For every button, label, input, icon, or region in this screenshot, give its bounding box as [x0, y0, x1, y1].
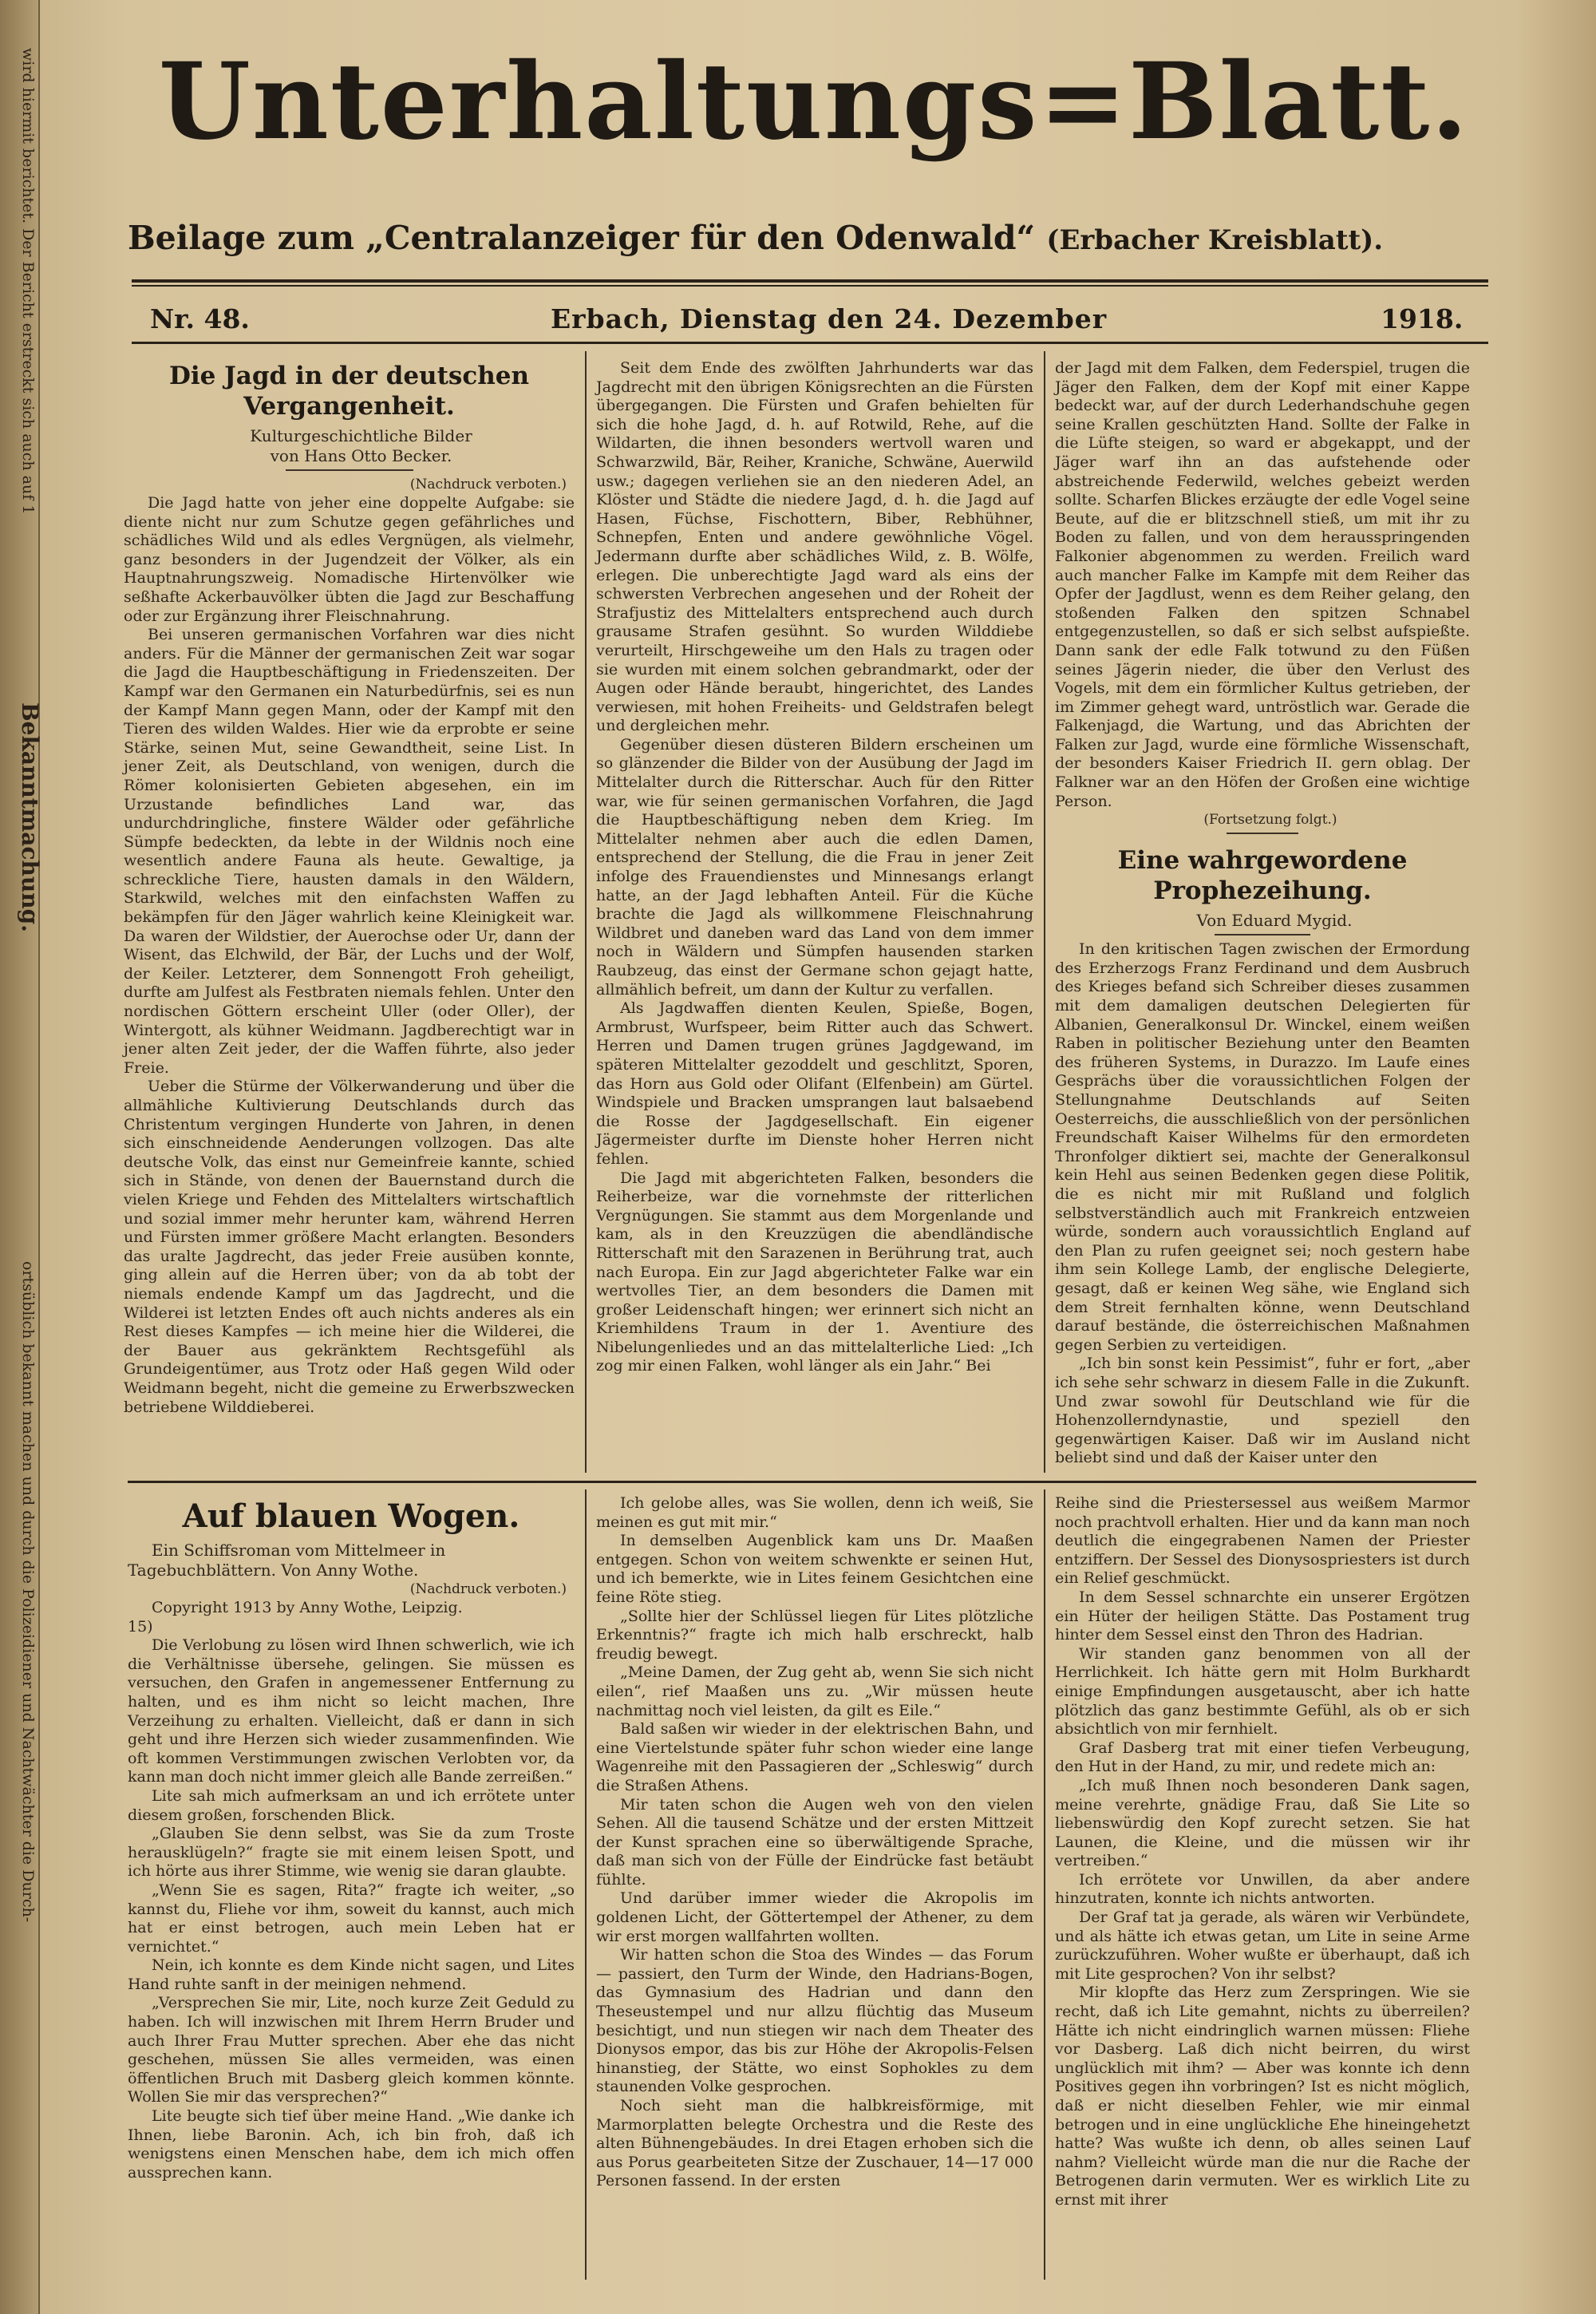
wogen-subtitle: Ein Schiffsroman vom Mittelmeer in Tagebuchblättern. Von Anny Wothe. [128, 1541, 446, 1580]
jagd-continued: (Fortsetzung folgt.) [1203, 812, 1337, 829]
masthead-rule-top [132, 279, 1488, 283]
jagd-byline-rule [286, 469, 413, 471]
column-rule-2 [1044, 351, 1045, 1473]
column-rule-4 [1044, 1489, 1045, 2280]
wogen-paragraph: Lite sah mich aufmerksam an und ich errötete unter diesem großen, forschenden Blick. [128, 1786, 575, 1824]
jagd-paragraph: Die Jagd mit abgerichteten Falken, besonders die Reiherbeize, war die vornehmste der ritterlichen Vergnügungen. Sie stammt aus dem Morgenlande und kam, als in den Kreuzzügen die abendländische Ritterschaft mit den Sarazenen in Berührung trat, auch nach Europa. Ein zur Jagd abgerichteter Falke war ein wertvolles Tier, an dem besonders die Damen mit großer Leidenschaft hingen; wer erinnert sich nicht an Kriemhildens Traum in der 1. Aventiure des Nibelungenliedes und an das mittelalterliche Lied: „Ich zog mir einen Falken, wohl länger als ein Jahr.“ Bei [596, 1169, 1033, 1375]
prophezeiung-paragraph: In den kritischen Tagen zwischen der Ermordung des Erzherzogs Franz Ferdinand und dem Ausbruch des Krieges befand sich Schreiber dieses zusammen mit dem damaligen deutschen Delegierten für Albanien, Generalkonsul Dr. Winckel, einem weißen Raben in politischer Beziehung unter den Beamten des früheren Systems, in Durazzo. Im Laufe eines Gesprächs über die voraussichtlichen Folgen der Stellungnahme Deutschlands auf Seiten Oesterreichs, die ausschließlich von der persönlichen Freundschaft Kaiser Wilhelms für den ermordeten Thronfolger diktiert sei, machte der Generalkonsul kein Hehl aus seinen Bedenken gegen diese Politik, die es nicht mir mit Rußland und folglich selbstverständlich auch mit Frankreich entzweien würde, sondern auch voraussichtlich England auf den Plan zu rufen geeignet sei; noch gestern habe ihm sein Kollege Lamb, der englische Delegierte, gesagt, daß er keinen Weg sähe, wie England sich dem Streit fernhalten könne, wenn Deutschland darauf bestände, die österreichischen Maßnahmen gegen Serbien zu verteidigen. [1055, 940, 1470, 1354]
issue-number: Nr. 48. [150, 303, 250, 334]
wogen-paragraph: Graf Dasberg trat mit einer tiefen Verbeugung, den Hut in der Hand, zu mir, und redete mich an: [1055, 1738, 1470, 1776]
wogen-paragraph: In dem Sessel schnarchte ein unserer Ergötzen ein Hüter der heiligen Stätte. Das Postament trug hinter dem Sessel einst den Thron des Hadrian. [1055, 1588, 1470, 1644]
prophezeiung-headline: Eine wahrgewordene Prophezeihung. [1117, 846, 1408, 906]
wogen-paragraph: Ich errötete vor Unwillen, da aber andere hinzutraten, konnte ich nichts antworten. [1055, 1870, 1470, 1908]
wogen-column-1 [128, 1494, 575, 2284]
wogen-paragraph: Wir hatten schon die Stoa des Windes — das Forum — passiert, den Turm der Winde, den Hadrians-Bogen, das Gymnasium des Hadrian und dann den Theseustempel und nur allzu flüchtig das Museum besichtigt, und nun stiegen wir nach dem Theater des Dionysos empor, das bis zur Höhe der Akropolis-Felsen hinanstieg, der Stätte, wo einst Sophokles zu dem staunenden Volke gesprochen. [596, 1946, 1033, 2096]
masthead-title: Unterhaltungs=Blatt. [158, 40, 1470, 164]
issue-year: 1918. [1381, 303, 1464, 334]
wogen-column-3 [1055, 1494, 1470, 2284]
jagd-column-3 [1055, 359, 1470, 1475]
jagd-paragraph: der Jagd mit dem Falken, dem Federspiel, trugen die Jäger den Falken, dem der Kopf mit einer Kappe bedeckt war, auf der durch Lederhandschuhe gegen seine Krallen geschützten Hand. Sollte der Falke in die Lüfte steigen, so ward er abgekappt, und der Jäger warf ihn an das aufstehende oder abstreichende Federwild, welches gebeizt werden sollte. Scharfen Blickes erzäugte der edle Vogel seine Beute, auf die er blitzschnell stieß, um mit ihr zu Boden zu fallen, und von dem herausspringenden Falkonier abgenommen zu werden. Freilich ward auch mancher Falke im Kampfe mit dem Reiher das Opfer der Jagdlust, wenn es dem Reiher gelang, den stoßenden Falken den spitzen Schnabel entgegenzustellen, so daß er sich selbst aufspießte. Dann sank der edle Falk totwund zu den Füßen seines Jägerin nieder, die über den Verlust des Vogels, mit dem ein förmlicher Kultus getrieben, der im Zimmer gehegt ward, untröstlich war. Gerade die Falkenjagd, die Wartung, und das Abrichten der Falken zur Jagd, wurde eine förmliche Wissenschaft, der besonders Kaiser Friedrich II. gern oblag. Der Falkner war an den Höfen der Großen eine wichtige Person. [1055, 359, 1470, 810]
wogen-paragraph: „Sollte hier der Schlüssel liegen für Lites plötzliche Erkenntnis?“ fragte ich mich halb erschreckt, halb freudig bewegt. [596, 1607, 1033, 1663]
jagd-paragraph: Seit dem Ende des zwölften Jahrhunderts war das Jagdrecht mit den übrigen Königsrechten an die Fürsten übergegangen. Die Fürsten und Grafen behielten für sich die hohe Jagd, d. h. auf Rotwild, Rehe, auf die Wildarten, die ihnen besonders wertvoll waren und Schwarzwild, Bär, Reiher, Kraniche, Schwäne, Auerwild usw.; dagegen verliehen sie an den niederen Adel, an Klöster und Städte die niedere Jagd, d. h. die Jagd auf Hasen, Füchse, Fischottern, Biber, Rebhühner, Schnepfen, Enten und andere gewöhnliche Vögel. Jedermann durfte aber schädliches Wild, z. B. Wölfe, erlegen. Die unberechtigte Jagd ward als eins der schwersten Verbrechen angesehen und der Roheit der Strafjustiz des Mittelalters entsprechend auch durch grausame Strafen gesühnt. So wurden Wilddiebe verurteilt, Hirschgeweihe um den Hals zu tragen oder sie wurden mit einem solchen gebrandmarkt, oder der Augen oder Hände beraubt, hingerichtet, des Landes verwiesen, mit hohen Freiheits- und Geldstrafen belegt und dergleichen mehr. [596, 359, 1033, 735]
wogen-reprint-note: (Nachdruck verboten.) [409, 1581, 567, 1597]
wogen-paragraph: Noch sieht man die halbkreisförmige, mit Marmorplatten belegte Orchestra und die Reste des alten Bühnengebäudes. In drei Etagen erhoben sich die aus Porus gearbeiteten Sitze der Zuschauer, 14—17 000 Personen fassend. In der ersten [596, 2097, 1033, 2190]
masthead-rule-top-thin [132, 285, 1488, 287]
jagd-paragraph: Als Jagdwaffen dienten Keulen, Spieße, Bogen, Armbrust, Wurfspeer, beim Ritter auch das Schwert. Herren und Damen trugen grünes Jagdgewand, im späteren Mittelalter gezoddelt und geschlitzt, Sporen, das Horn aus Gold oder Olifant (Elfenbein) am Gürtel. Windspiele und Bracken umsprangen laut balsaebend die Rosse der Jagdgesellschaft. Ein eigener Jägermeister durfte im Dienste hoher Herren nicht fehlen. [596, 999, 1033, 1168]
jagd-paragraph: Gegenüber diesen düsteren Bildern erscheinen um so glänzender die Bilder von der Ausübung der Jagd im Mittelalter durch die Ritterschar. Auch für den Ritter war, wie für seinen germanischen Vorfahren, die Jagd die Hauptbeschäftigung neben dem Krieg. Im Mittelalter nehmen aber auch die edlen Damen, entsprechend der Stellung, die die Frau in jener Zeit infolge des Frauendienstes und Minnesangs erlangt hatte, an der Jagd lebhaften Anteil. Für die Küche brachte die Jagd als willkommene Fleischnahrung Wildbret und daneben ward das Land von dem immer noch in Wäldern und Sümpfen hausenden starken Raubzeug, das einst der Germane schon gejagt hatte, allmählich befreit, um dann der Kultur zu verfallen. [596, 735, 1033, 999]
wogen-paragraph: „Ich muß Ihnen noch besonderen Dank sagen, meine verehrte, gnädige Frau, daß Sie Lite so liebenswürdig den Kopf zurecht setzen. Sie hat Launen, die Kleine, und die müssen wir ihr vertreiben.“ [1055, 1776, 1470, 1870]
jagd-paragraph: Bei unseren germanischen Vorfahren war dies nicht anders. Für die Männer der germanischen Zeit war sogar die Jagd die Hauptbeschäftigung in Friedenszeiten. Der Kampf war den Germanen ein Naturbedürfnis, sei es nun der Kampf Mann gegen Mann, oder der Kampf mit den Tieren des wilden Waldes. Hier wie da erprobte er seine Stärke, seinen Mut, seine Gewandtheit, seine List. In jener Zeit, als Deutschland, von wenigen, durch die Römer kolonisierten Gebieten abgesehen, ein im Urzustande befindliches Land war, das undurchdringliche, finstere Wälder oder gefährliche Sümpfe bedeckten, da lebte in der Wildnis noch eine wesentlich andere Fauna als heute. Gewaltige, ja schreckliche Tiere, hausten damals in den Wäldern, Starkwild, welches mit den einfachsten Waffen zu bekämpfen für den Jäger wahrlich keine Kleinigkeit war. Da waren der Wildstier, der Auerochse oder Ur, dann der Wisent, das Elchwild, der Bär, der Luchs und der Wolf, der Keiler. Letzterer, dem Sonnengott Froh geheiligt, durfte am Julfest als Festbraten niemals fehlen. Unter den nordischen Göttern erscheint Uller (oder Oller), der Wintergott, als kühner Weidmann. Jagdberechtigt war in jener alten Zeit jeder, der die Waffen führte, also jeder Freie. [124, 626, 575, 1077]
wogen-paragraph: „Versprechen Sie mir, Lite, noch kurze Zeit Geduld zu haben. Ich will inzwischen mit Ihrem Herrn Bruder und auch Ihrer Frau Mutter sprechen. Aber ehe das nicht geschehen, müssen Sie alles vermeiden, was einen öffentlichen Bruch mit Dasberg gleich kommen könnte. Wollen Sie mir das versprechen?“ [128, 1994, 575, 2106]
wogen-headline: Auf blauen Wogen. [182, 1497, 520, 1535]
issue-rule [132, 342, 1488, 344]
wogen-paragraph: Reihe sind die Priestersessel aus weißem Marmor noch prachtvoll erhalten. Hier und da kann man noch deutlich die eingegrabenen Namen der Priester entziffern. Der Sessel des Dionysospriesters ist durch ein Relief geschmückt. [1055, 1494, 1470, 1588]
wogen-paragraph: „Meine Damen, der Zug geht ab, wenn Sie sich nicht eilen“, rief Maaßen uns zu. „Wir müssen heute nachmittag noch viel leisten, da gilt es Eile.“ [596, 1663, 1033, 1719]
wogen-paragraph: Und darüber immer wieder die Akropolis im goldenen Licht, der Göttertempel der Athener, zu dem wir erst morgen wallfahrten wollten. [596, 1889, 1033, 1945]
wogen-paragraph: Mir taten schon die Augen weh von den vielen Sehen. All die tausend Schätze und der ersten Mittzeit der Kunst sprachen eine so überwältigende Sprache, daß man sich von der Fülle der Eindrücke fast betäubt fühlte. [596, 1795, 1033, 1889]
jagd-author: von Hans Otto Becker. [270, 446, 452, 465]
wogen-paragraph: Wir standen ganz benommen von all der Herrlichkeit. Ich hätte gern mit Holm Burkhardt einige Empfindungen ausgetauscht, aber ich hatte plötzlich das ganz bestimmte Gefühl, als ob er sich absichtlich von mir fernhielt. [1055, 1644, 1470, 1738]
jagd-subtitle: Kulturgeschichtliche Bilder [250, 426, 472, 445]
jagd-paragraph: Die Jagd hatte von jeher eine doppelte Aufgabe: sie diente nicht nur zum Schutze gegen gefährliches und schädliches Wild und als edles Vergnügen, als vielmehr, ganz besonders in der Jugendzeit der Völker, als ein Hauptnahrungszweig. Nomadische Hirtenvölker wie seßhafte Ackerbauvölker übten die Jagd zur Beschaffung oder zur Ergänzung ihrer Fleischnahrung. [124, 494, 575, 625]
issue-place-date: Erbach, Dienstag den 24. Dezember [551, 303, 1108, 334]
jagd-paragraph: Ueber die Stürme der Völkerwanderung und über die allmähliche Kultivierung Deutschlands durch das Christentum vergingen Hunderte von Jahren, in denen sich einschneidende Aenderungen vollzogen. Das alte deutsche Volk, das einst nur Gemeinfreie kannte, schied sich in Stände, von denen der Bauernstand durch die vielen Kriege und Fehden des Mittelalters wirtschaftlich und sozial immer mehr herunter kam, während Herren und Fürsten immer größere Macht erlangten. Besonders das uralte Jagdrecht, das jeder Freie ausüben konnte, ging allein auf die Herren über; von da ab tobt der niemals endende Kampf um das Jagdrecht, und die Wilderei ist letzten Endes oft auch nichts anderes als ein Rest dieses Kampfes — ich meine hier die Wilderei, die der Bauer aus gekränktem Rechtsgefühl als Grundeigentümer, aus Trotz oder Haß gegen Wild oder Weidmann begeht, nicht die gemeine zu Erwerbszwecken betriebene Wilddieberei. [124, 1078, 575, 1416]
masthead-subtitle-paren: (Erbacher Kreisblatt). [1046, 224, 1384, 256]
masthead-subtitle-main: Beilage zum „Centralanzeiger für den Odenwald“ [128, 219, 1036, 257]
prophezeiung-author: Von Eduard Mygid. [1196, 911, 1353, 931]
jagd-reprint-note: (Nachdruck verboten.) [409, 477, 567, 492]
column-rule-3 [585, 1489, 587, 2280]
binding-text-top: wird hiermit berichtet. Der Bericht erstreckt sich auch auf 1 [19, 48, 37, 515]
jagd-headline: Die Jagd in der deutschen Vergangenheit. [168, 362, 530, 421]
wogen-paragraph: „Glauben Sie denn selbst, was Sie da zum Troste herausklügeln?“ fragte sie mit einem leisen Spott, und ich hörte aus ihrer Stimme, wie wenig sie daran glaubte. [128, 1825, 575, 1881]
article-separator [1227, 833, 1298, 834]
jagd-column-2 [596, 359, 1033, 1475]
wogen-paragraph: Ich gelobe alles, was Sie wollen, denn ich weiß, Sie meinen es gut mit mir.“ [596, 1494, 1033, 1531]
masthead-subtitle [128, 214, 1500, 264]
column-rule-1 [585, 351, 587, 1473]
wogen-paragraph: Die Verlobung zu lösen wird Ihnen schwerlich, wie ich die Verhältnisse übersehe, gelingen. Sie müssen es versuchen, den Grafen in angemessener Entfernung zu halten, und es ihm nicht so leicht machen, Ihre Verzeihung zu erhalten. Vielleicht, daß er dann in sich geht und ihre Herzen sich wieder zusammenfinden. Wie oft kommen Verstimmungen zwischen Verlobten vor, da kann man doch nicht immer gleich alle Bande zerreißen.“ [128, 1636, 575, 1786]
prophezeiung-paragraph: „Ich bin sonst kein Pessimist“, fuhr er fort, „aber ich sehe sehr schwarz in diesem Falle in die Zukunft. Und zwar sowohl für Deutschland wie für die Hohenzollerndynastie, und speziell den gegenwärtigen Kaiser. Daß wir im Ausland nicht beliebt sind und daß der Kaiser unter den [1055, 1355, 1470, 1467]
wogen-paragraph: Nein, ich konnte es dem Kinde nicht sagen, und Lites Hand ruhte sanft in der meinigen nehmend. [128, 1956, 575, 1993]
binding-text-heading: Bekanntmachung. [17, 702, 43, 932]
binding-text-bottom: ortsüblich bekannt machen und durch die Polizeidiener und Nachtwächter die Durch- [19, 1261, 37, 1923]
section-divider [128, 1481, 1476, 1483]
wogen-paragraph: Mir klopfte das Herz zum Zerspringen. Wie sie recht, daß ich Lite gemahnt, nichts zu überreilen? Hätte ich nicht eindringlich warnen müssen: Fliehe vor Dasberg. Laß dich nicht beirren, du wirst unglücklich mit ihm? — Aber was konnte ich denn Positives gegen ihn vorbringen? Ist es nicht möglich, daß er nicht dieselben Fehler, wie mir einmal betrogen und in eine unglückliche Ehe hineingehetzt hatte? Was wußte ich denn, ob alles seinen Lauf nahm? Vielleicht würde man die nur die Rache der Betrogenen darin vermuten. Wer es wirklich Lite zu ernst mit ihrer [1055, 1984, 1470, 2209]
wogen-paragraph: In demselben Augenblick kam uns Dr. Maaßen entgegen. Schon von weitem schwenkte er seinen Hut, und ich bemerkte, wie in Lites feinem Gesichtchen eine feine Röte stieg. [596, 1532, 1033, 1606]
wogen-paragraph: Der Graf tat ja gerade, als wären wir Verbündete, und als hätte ich etwas getan, um Lite in seine Arme zurückzuführen. Woher wußte er überhaupt, daß ich mit Lite gesprochen? Von ihr selbst? [1055, 1909, 1470, 1983]
wogen-paragraph: Lite beugte sich tief über meine Hand. „Wie danke ich Ihnen, liebe Baronin. Ach, ich bin froh, daß ich wenigstens einen Menschen habe, dem ich mich offen aussprechen kann. [128, 2107, 575, 2181]
jagd-column-1 [124, 358, 575, 1475]
binding-strip [0, 0, 43, 2314]
wogen-paragraph: „Wenn Sie es sagen, Rita?“ fragte ich weiter, „so kannst du, Fliehe vor ihm, soweit du kannst, auch mich hat er einst betrogen, auch mein Leben hat er vernichtet.“ [128, 1881, 575, 1956]
wogen-copyright: Copyright 1913 by Anny Wothe, Leipzig. [152, 1599, 463, 1616]
wogen-column-2 [596, 1494, 1033, 2284]
wogen-chapter-number: 15) [128, 1617, 153, 1636]
wogen-paragraph: Bald saßen wir wieder in der elektrischen Bahn, und eine Viertelstunde später fuhr schon wieder eine lange Wagenreihe mit den Passagieren der „Schleswig“ durch die Straßen Athens. [596, 1720, 1033, 1794]
prophezeiung-byline-rule [1215, 934, 1310, 935]
